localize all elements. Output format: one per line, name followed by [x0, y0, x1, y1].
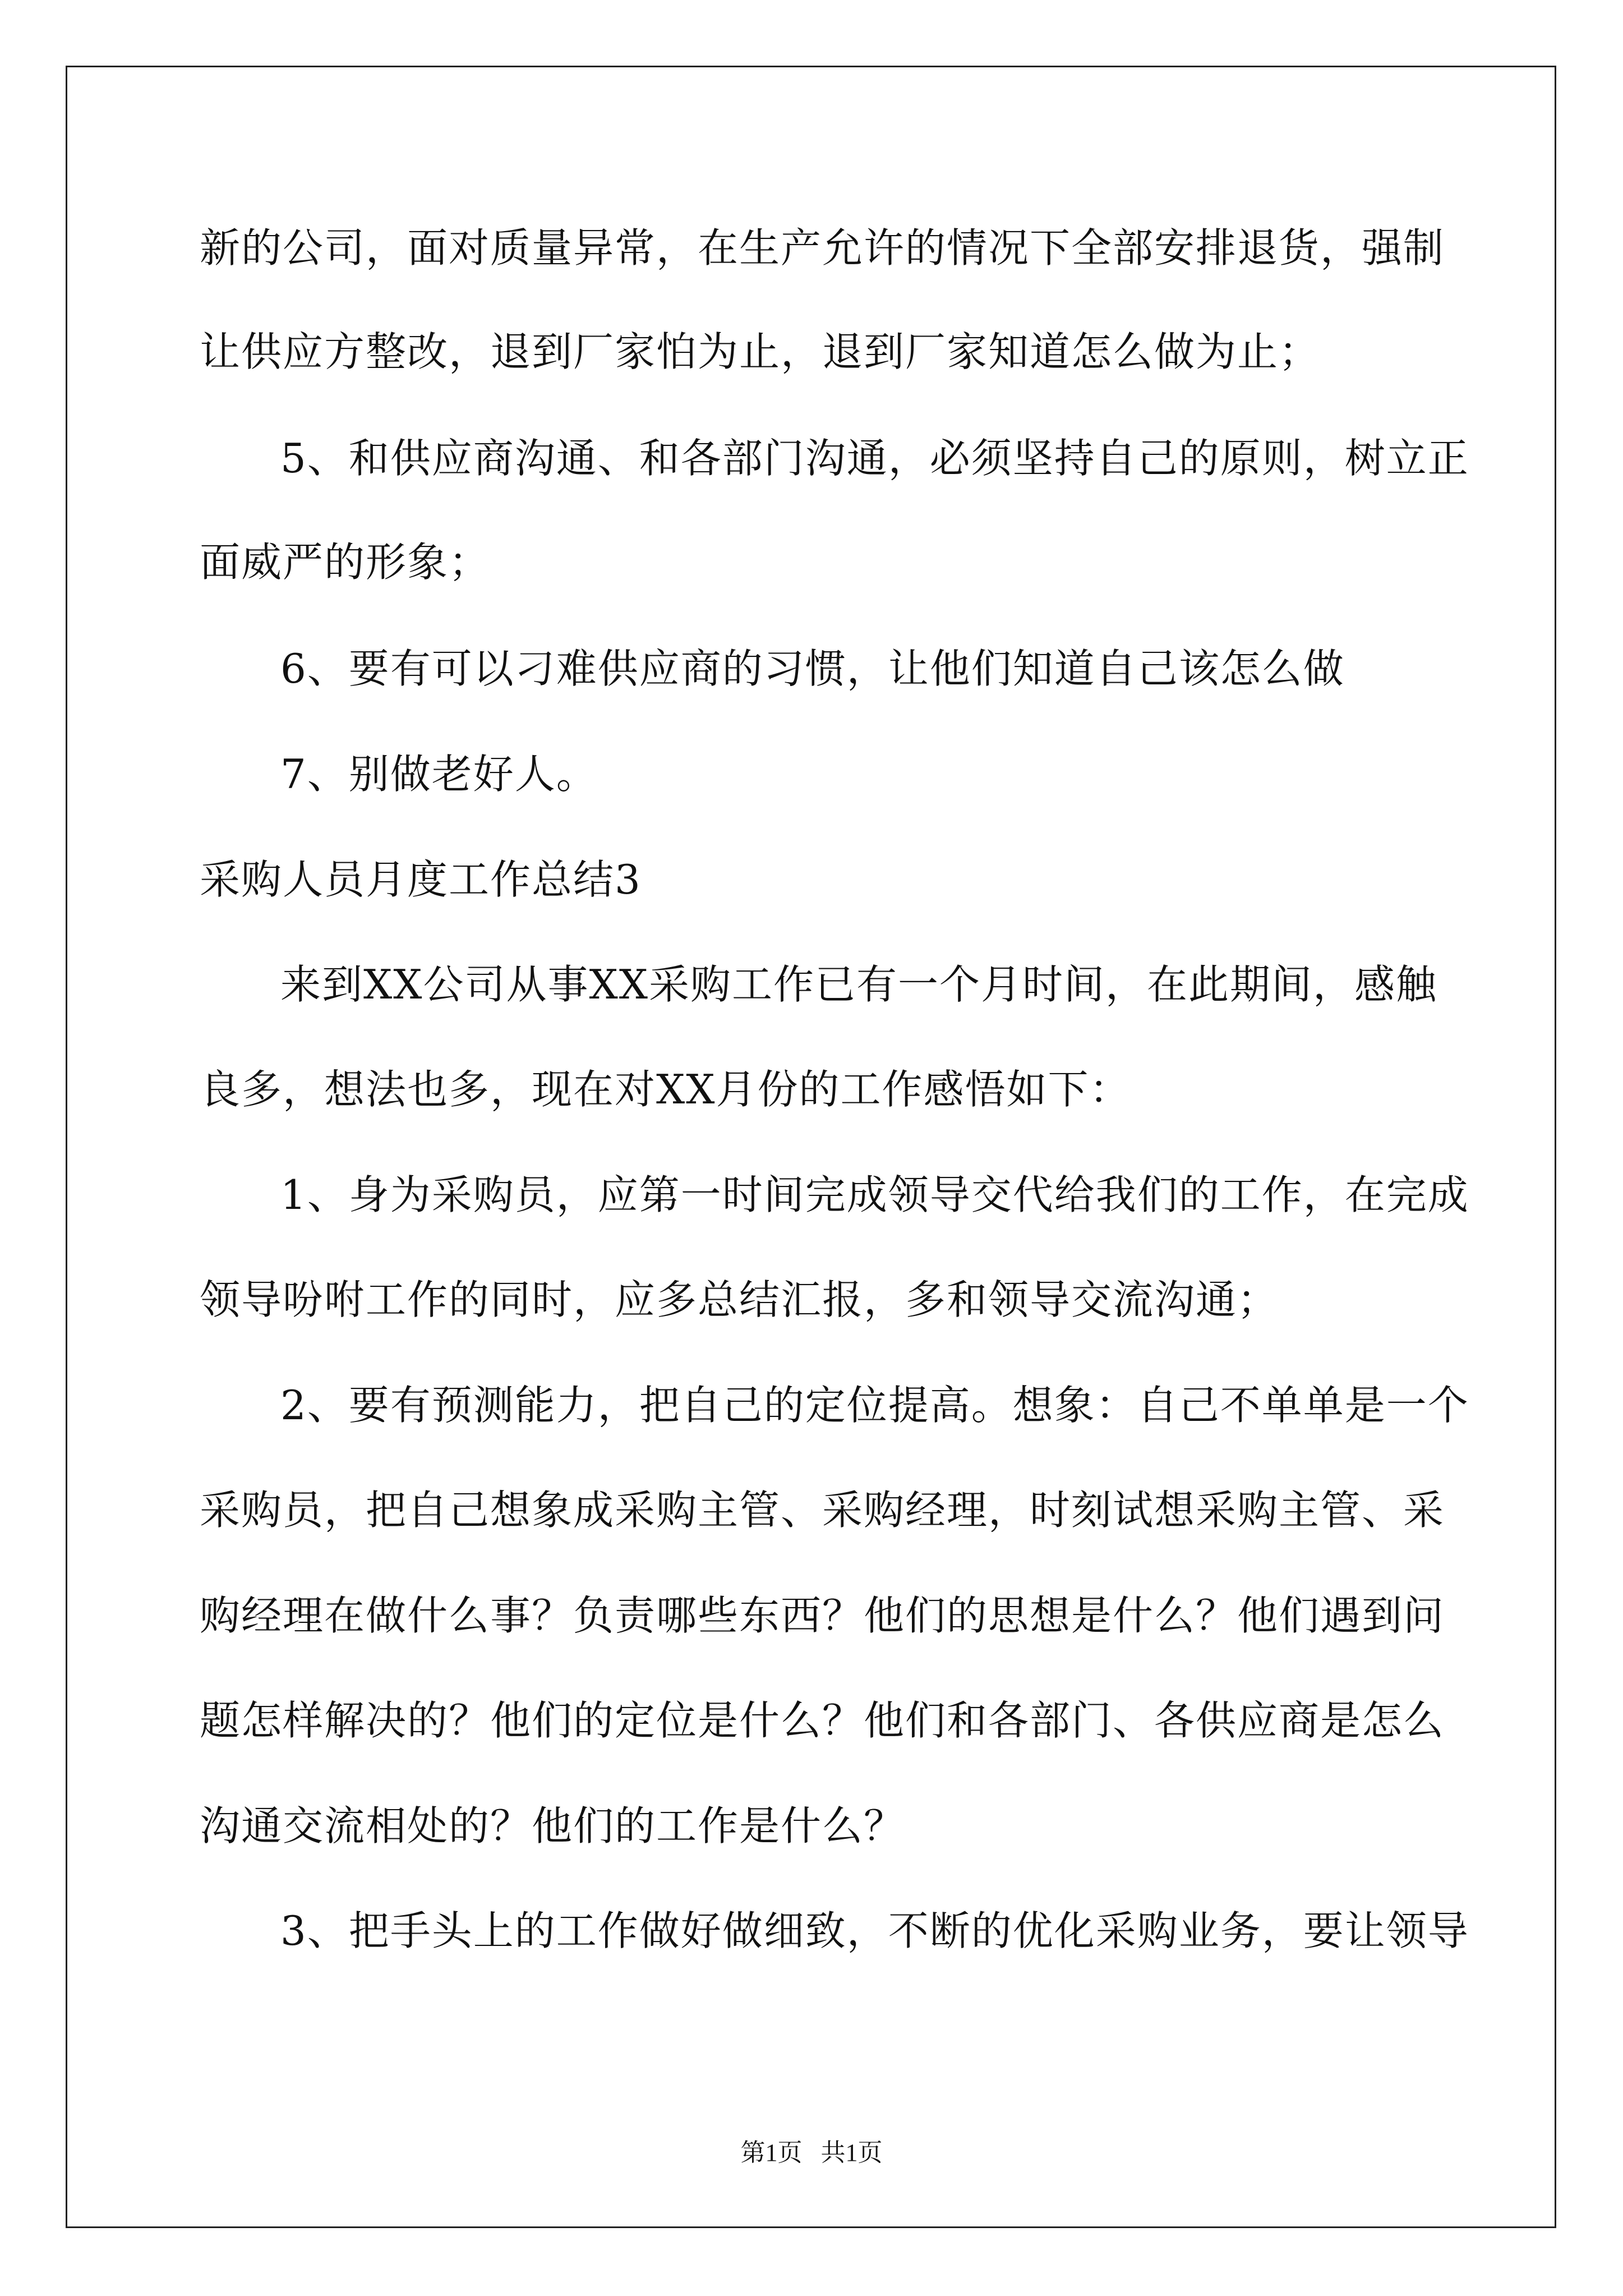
paragraph-line: 6、要有可以刁难供应商的习惯，让他们知道自己该怎么做: [280, 645, 1345, 692]
paragraph-line: 1、身为采购员，应第一时间完成领导交代给我们的工作，在完成: [280, 1171, 1469, 1218]
paragraph-line: 采购员，把自己想象成采购主管、采购经理，时刻试想采购主管、采: [200, 1487, 1445, 1534]
paragraph-line: 购经理在做什么事？负责哪些东西？他们的思想是什么？他们遇到问: [200, 1592, 1445, 1639]
paragraph-line: 良多，想法也多，现在对XX月份的工作感悟如下：: [200, 1066, 1131, 1113]
paragraph-line: 面威严的形象；: [200, 539, 491, 586]
paragraph-line: 5、和供应商沟通、和各部门沟通，必须坚持自己的原则，树立正: [280, 435, 1469, 482]
paragraph-line: 新的公司，面对质量异常，在生产允许的情况下全部安排退货，强制: [200, 224, 1445, 272]
paragraph-line: 2、要有预测能力，把自己的定位提高。想象：自己不单单是一个: [280, 1382, 1469, 1429]
paragraph-line: 沟通交流相处的？他们的工作是什么？: [200, 1802, 906, 1849]
paragraph-line: 7、别做老好人。: [280, 751, 598, 798]
paragraph-line: 题怎样解决的？他们的定位是什么？他们和各部门、各供应商是怎么: [200, 1697, 1445, 1744]
section-heading: 采购人员月度工作总结3: [200, 856, 642, 903]
paragraph-line: 3、把手头上的工作做好做细致，不断的优化采购业务，要让领导: [280, 1907, 1469, 1954]
paragraph-line: 让供应方整改，退到厂家怕为止，退到厂家知道怎么做为止；: [200, 328, 1321, 375]
paragraph-line: 领导吩咐工作的同时，应多总结汇报，多和领导交流沟通；: [200, 1276, 1279, 1323]
page-footer: 第1页 共1页: [740, 2139, 883, 2166]
paragraph-line: 来到XX公司从事XX采购工作已有一个月时间，在此期间，感触: [280, 961, 1438, 1008]
